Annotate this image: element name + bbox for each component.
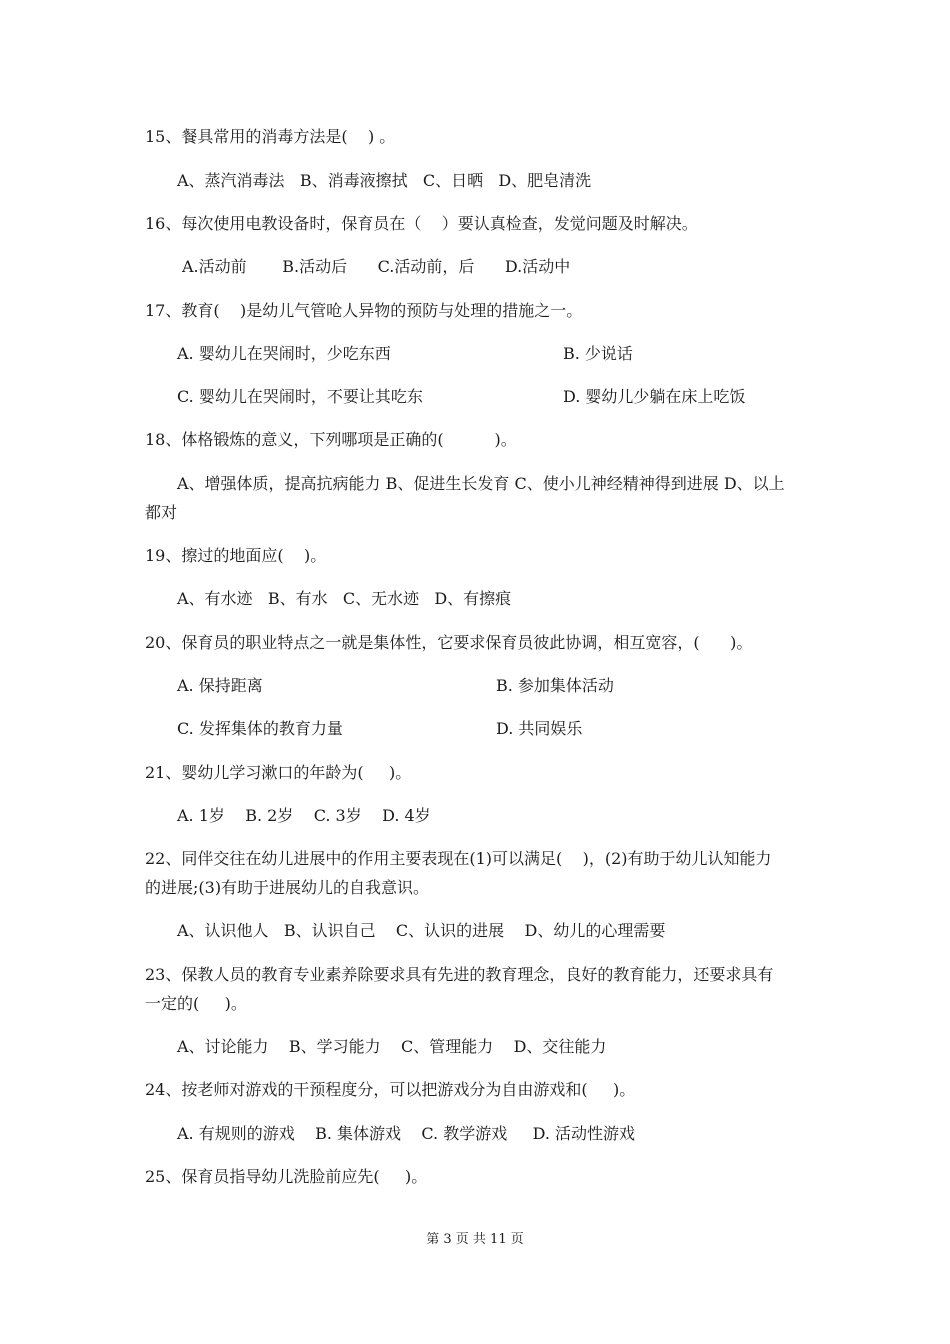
q20-option-b: B. 参加集体活动: [496, 676, 614, 695]
q19-options: A、有水迹 B、有水 C、无水迹 D、有擦痕: [177, 589, 512, 608]
q22-stem-line1: 22、同伴交往在幼儿进展中的作用主要表现在(1)可以满足( )，(2)有助于幼儿认知能力: [145, 849, 772, 868]
q16-options: A.活动前 B.活动后 C.活动前，后 D.活动中: [182, 257, 571, 276]
q25-stem: 25、保育员指导幼儿洗脸前应先( )。: [145, 1167, 428, 1186]
q24-options: A. 有规则的游戏 B. 集体游戏 C. 教学游戏 D. 活动性游戏: [177, 1124, 636, 1143]
q15-stem: 15、餐具常用的消毒方法是( ) 。: [145, 127, 396, 146]
q20-stem: 20、保育员的职业特点之一就是集体性，它要求保育员彼此协调，相互宽容，( )。: [145, 633, 753, 652]
q22-options: A、认识他人 B、认识自己 C、认识的进展 D、幼儿的心理需要: [177, 921, 666, 940]
q19-stem: 19、擦过的地面应( )。: [145, 546, 327, 565]
q18-options-line1: A、增强体质，提高抗病能力 B、促进生长发育 C、使小儿神经精神得到进展 D、以上: [177, 474, 785, 493]
q21-options: A. 1岁 B. 2岁 C. 3岁 D. 4岁: [177, 806, 431, 825]
q22-stem-line2: 的进展;(3)有助于进展幼儿的自我意识。: [145, 878, 430, 897]
q23-stem-line1: 23、保教人员的教育专业素养除要求具有先进的教育理念，良好的教育能力，还要求具有: [145, 965, 774, 984]
q17-option-d: D. 婴幼儿少躺在床上吃饭: [563, 387, 746, 406]
q24-stem: 24、按老师对游戏的干预程度分，可以把游戏分为自由游戏和( )。: [145, 1080, 636, 1099]
q16-stem: 16、每次使用电教设备时，保育员在（ ）要认真检查，发觉问题及时解决。: [145, 214, 698, 233]
q20-option-a: A. 保持距离: [177, 676, 263, 695]
q18-options-line2: 都对: [145, 503, 178, 522]
q17-stem: 17、教育( )是幼儿气管呛人异物的预防与处理的措施之一。: [145, 301, 583, 320]
q17-option-c: C. 婴幼儿在哭闹时，不要让其吃东: [177, 387, 423, 406]
q20-option-d: D. 共同娱乐: [496, 719, 583, 738]
q21-stem: 21、婴幼儿学习漱口的年龄为( )。: [145, 763, 412, 782]
q15-options: A、蒸汽消毒法 B、消毒液擦拭 C、日晒 D、肥皂清洗: [177, 171, 592, 190]
q18-stem: 18、体格锻炼的意义，下列哪项是正确的( )。: [145, 430, 517, 449]
page-number-footer: 第 3 页 共 11 页: [426, 1232, 524, 1247]
q20-option-c: C. 发挥集体的教育力量: [177, 719, 343, 738]
q23-stem-line2: 一定的( )。: [145, 994, 247, 1013]
q23-options: A、讨论能力 B、学习能力 C、管理能力 D、交往能力: [177, 1037, 607, 1056]
q17-option-b: B. 少说话: [563, 344, 633, 363]
q17-option-a: A. 婴幼儿在哭闹时，少吃东西: [177, 344, 391, 363]
